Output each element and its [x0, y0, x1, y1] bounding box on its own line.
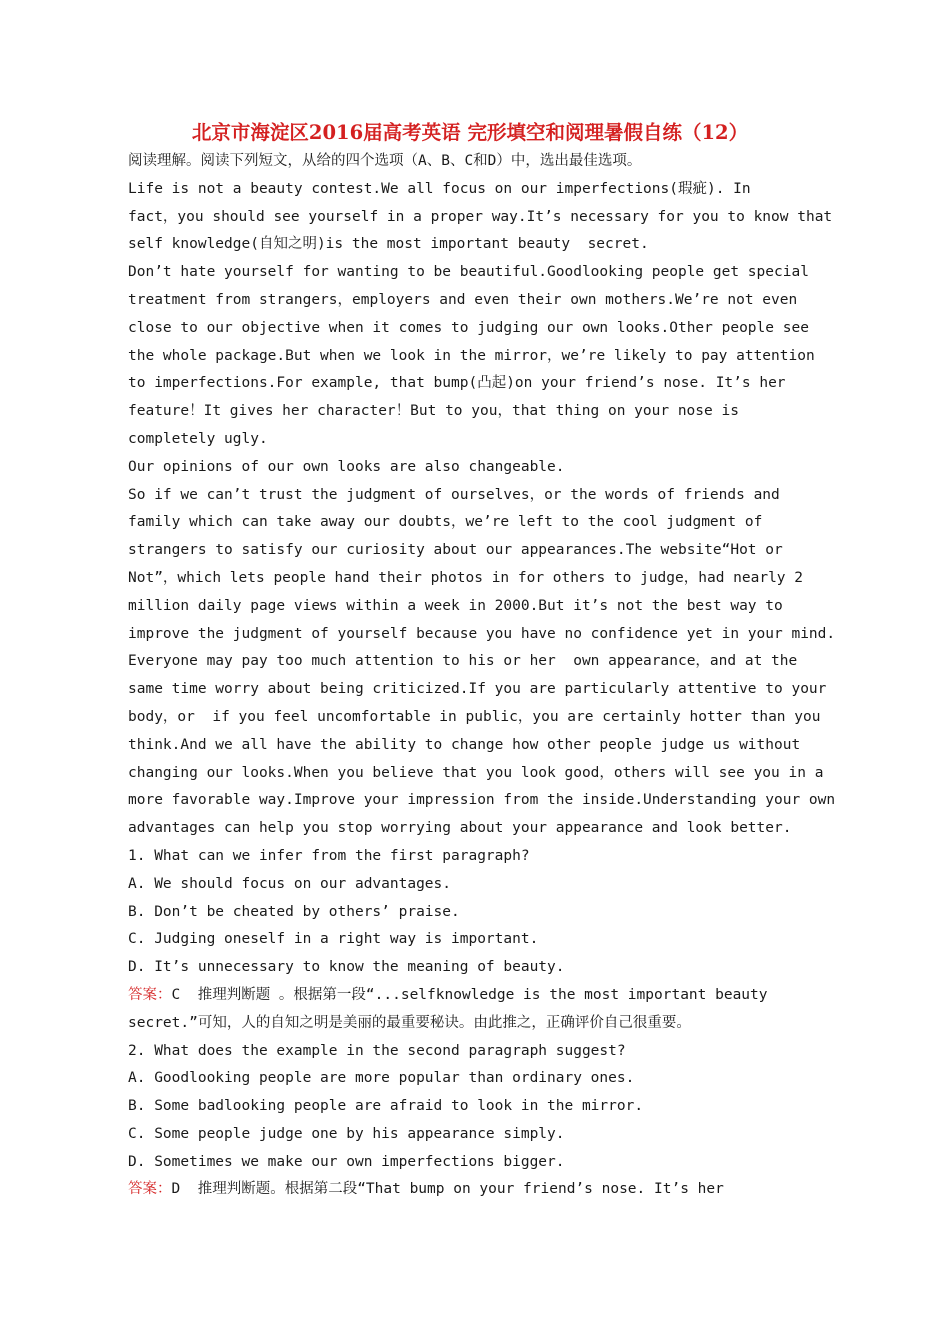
answer-label: 答案：	[128, 1181, 172, 1198]
document-title: 北京市海淀区2016届高考英语 完形填空和阅理暑假自练（12）	[191, 121, 749, 144]
option-d: D. It’s unnecessary to know the meaning of beauty.	[128, 959, 565, 976]
option-c: C. Some people judge one by his appearance simply.	[128, 1125, 565, 1142]
passage-line: the whole package.But when we look in the mirror，we’re likely to pay attention	[128, 347, 815, 364]
answer-label: 答案：	[128, 986, 172, 1003]
passage-line: completely ugly.	[128, 430, 268, 447]
option-a: A. Goodlooking people are more popular than ordinary ones.	[128, 1070, 635, 1087]
passage-line: self knowledge(自知之明)is the most important beauty secret.	[128, 236, 649, 253]
question-stem: 2. What does the example in the second paragraph suggest?	[128, 1042, 626, 1059]
passage-line: So if we can’t trust the judgment of ourselves，or the words of friends and	[128, 486, 780, 503]
passage-line: more favorable way.Improve your impression from the inside.Understanding your own	[128, 792, 836, 809]
passage-line: fact，you should see yourself in a proper way.It’s necessary for you to know that	[128, 208, 833, 225]
passage-line: million daily page views within a week in 2000.But it’s not the best way to	[128, 597, 783, 614]
question-2	[128, 1038, 818, 1205]
passage-line: body，or if you feel uncomfortable in public，you are certainly hotter than you	[128, 708, 821, 725]
answer-line: secret.”可知，人的自知之明是美丽的最重要秘诀。由此推之，正确评价自己很重要。	[128, 1014, 691, 1031]
option-b: B. Don’t be cheated by others’ praise.	[128, 903, 460, 920]
passage-line: Don’t hate yourself for wanting to be beautiful.Goodlooking people get special	[128, 264, 809, 281]
option-d: D. Sometimes we make our own imperfections bigger.	[128, 1153, 565, 1170]
passage-line: advantages can help you stop worrying about your appearance and look better.	[128, 820, 792, 837]
option-b: B. Some badlooking people are afraid to look in the mirror.	[128, 1098, 644, 1115]
question-1	[128, 843, 818, 1038]
passage-line: improve the judgment of yourself because you have no confidence yet in your mind.	[128, 625, 836, 642]
option-a: A. We should focus on our advantages.	[128, 875, 452, 892]
document-page	[128, 118, 836, 1204]
passage-line: same time worry about being criticized.If you are particularly attentive to your	[128, 681, 827, 698]
passage-line: feature！It gives her character！But to you，that thing on your nose is	[128, 403, 739, 420]
passage-line: to imperfections.For example, that bump(凸起)on your friend’s nose. It’s her	[128, 375, 786, 392]
passage-line: Life is not a beauty contest.We all focus on our imperfections(瑕疵). In	[128, 180, 751, 197]
answer-text: D 推理判断题。根据第二段“That bump on your friend’s nose. It’s her	[171, 1181, 724, 1198]
passage-line: changing our looks.When you believe that you look good，others will see you in a	[128, 764, 824, 781]
answer-line	[128, 1176, 818, 1204]
passage	[128, 176, 836, 843]
passage-line: Everyone may pay too much attention to his or her own appearance，and at the	[128, 653, 798, 670]
answer-line	[128, 982, 818, 1010]
passage-line: family which can take away our doubts，we’re left to the cool judgment of	[128, 514, 763, 531]
option-c: C. Judging oneself in a right way is important.	[128, 931, 539, 948]
passage-line: close to our objective when it comes to judging our own looks.Other people see	[128, 319, 809, 336]
passage-line: Our opinions of our own looks are also changeable.	[128, 458, 565, 475]
passage-line: strangers to satisfy our curiosity about our appearances.The website“Hot or	[128, 542, 783, 559]
answer-text: C 推理判断题 。根据第一段“...selfknowledge is the most important beauty	[171, 986, 768, 1003]
passage-line: think.And we all have the ability to change how other people judge us without	[128, 736, 801, 753]
question-stem: 1. What can we infer from the first paragraph?	[128, 847, 530, 864]
passage-line: Not”，which lets people hand their photos in for others to judge，had nearly 2	[128, 569, 804, 586]
passage-line: treatment from strangers，employers and even their own mothers.We’re not even	[128, 291, 798, 308]
instructions: 阅读理解。阅读下列短文，从给的四个选项（A、B、C和D）中，选出最佳选项。	[128, 153, 642, 169]
